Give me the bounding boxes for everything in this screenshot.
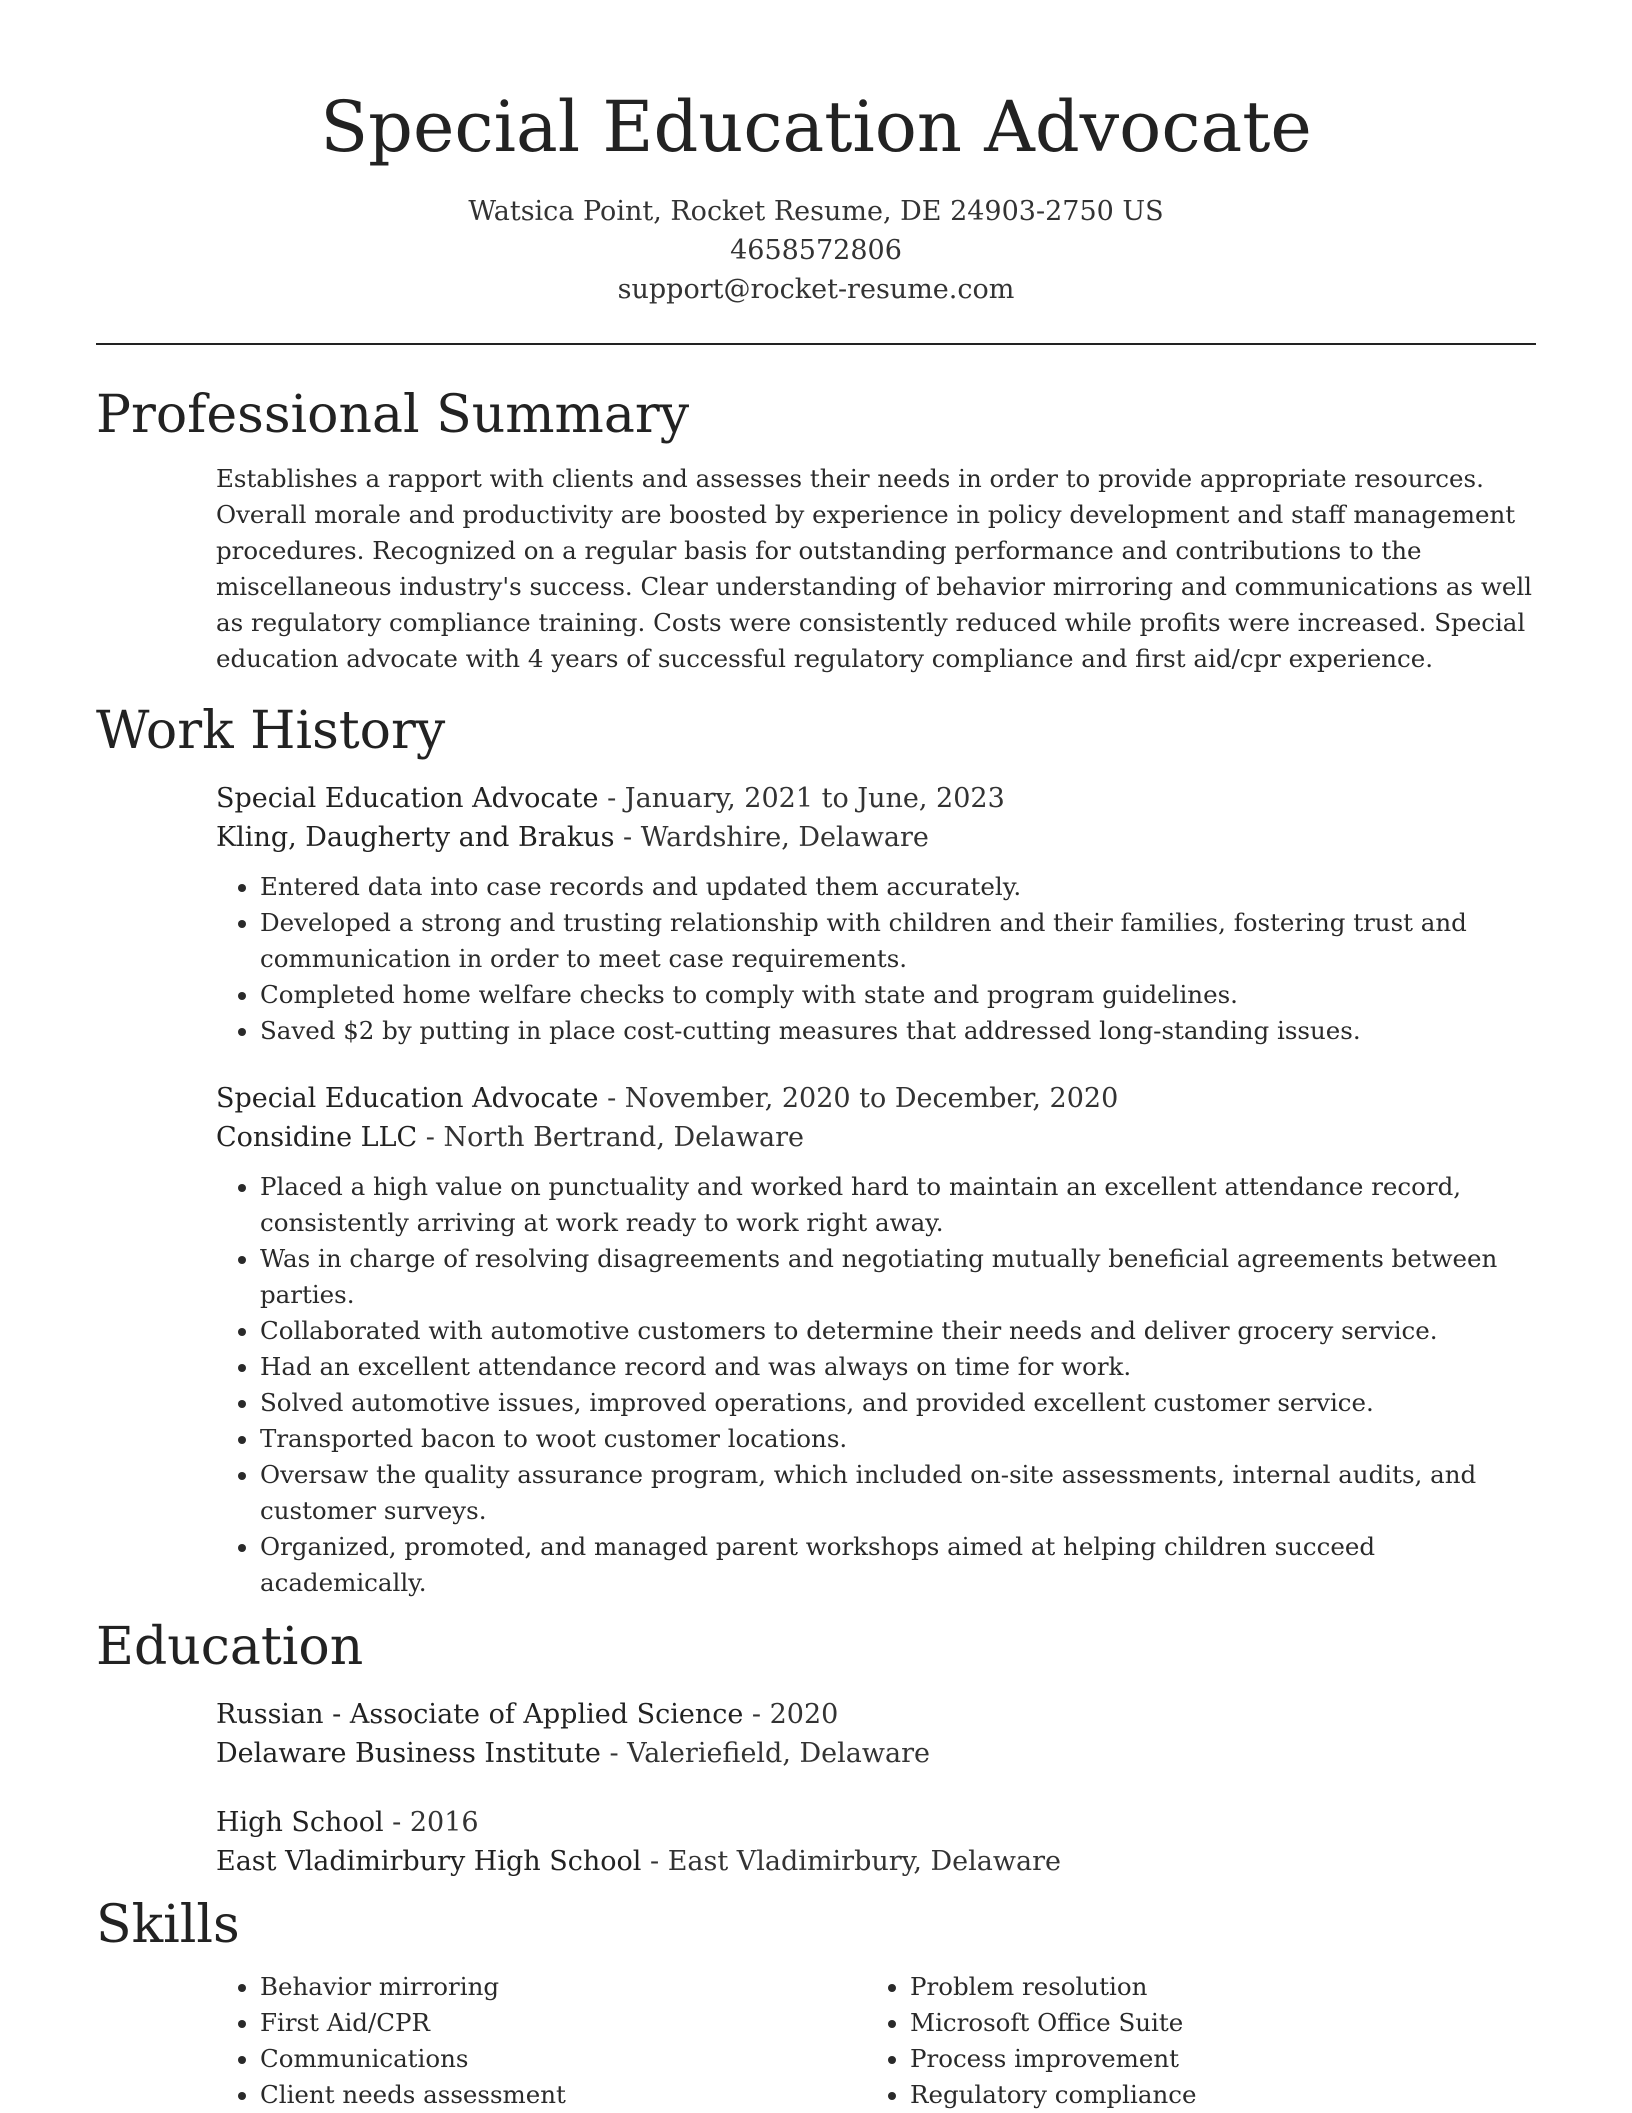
education-school: Delaware Business Institute [216, 1738, 601, 1769]
job-company: Considine LLC [216, 1122, 418, 1153]
job-location: - North Bertrand, Delaware [417, 1122, 804, 1153]
list-item: • Developed a strong and trusting relationship with children and their families, fostering trust and communication in order to meet case requirements. [260, 905, 1536, 977]
summary-text: Establishes a rapport with clients and assesses their needs in order to provide appropriate resources. Overall morale and productivity are boosted by experience in policy development and staff management procedures. Recognized on a regular basis for outstanding performance and contributions to the miscellaneous industry's success. Clear understanding of behavior mirroring and communications as well as regulatory compliance training. Costs were consistently reduced while profits were increased. Special education advocate with 4 years of successful regulatory compliance and first aid/cpr experience. [216, 464, 1533, 673]
job-dates: - November, 2020 to December, 2020 [598, 1083, 1119, 1114]
job-bullets [216, 869, 1536, 1049]
list-item: • Microsoft Office Suite [910, 2005, 1516, 2041]
list-item: • Placed a high value on punctuality and worked hard to maintain an excellent attendance record, consistently arriving at work ready to work right away. [260, 1169, 1536, 1241]
job-dates: - January, 2021 to June, 2023 [598, 783, 1005, 814]
section-title-work-history: Work History [96, 701, 446, 761]
contact-email: support@rocket-resume.com [617, 274, 1015, 305]
list-item: • Behavior mirroring [260, 1969, 866, 2005]
list-item: • Had an excellent attendance record and was always on time for work. [260, 1349, 1536, 1385]
header-divider [96, 343, 1536, 345]
job-entry [216, 1079, 1536, 1601]
list-item: • Was in charge of resolving disagreements and negotiating mutually beneficial agreements between parties. [260, 1241, 1536, 1313]
education-entry [216, 1803, 1536, 1881]
education-body [216, 1695, 1536, 1881]
work-history-body [216, 779, 1536, 1601]
education-school-line [216, 1734, 1536, 1773]
job-company-line [216, 1118, 1536, 1157]
skills-column-right [866, 1969, 1516, 2113]
job-bullets [216, 1169, 1536, 1601]
education-degree: High School [216, 1807, 384, 1838]
list-item: • Client needs assessment [260, 2077, 866, 2113]
list-item: • Communications [260, 2041, 866, 2077]
contact-phone: 4658572806 [730, 235, 902, 266]
education-location: - Valeriefield, Delaware [600, 1738, 930, 1769]
job-role: Special Education Advocate [216, 783, 599, 814]
list-item: • Organized, promoted, and managed parent workshops aimed at helping children succeed academically. [260, 1529, 1536, 1601]
list-item: • Solved automotive issues, improved operations, and provided excellent customer service. [260, 1385, 1536, 1421]
list-item: • Saved $2 by putting in place cost-cutting measures that addressed long-standing issues. [260, 1013, 1536, 1049]
education-section [96, 1615, 1536, 1881]
section-title-skills: Skills [96, 1895, 240, 1955]
education-year: - 2016 [383, 1807, 479, 1838]
list-item: • Process improvement [910, 2041, 1516, 2077]
job-title-line [216, 1079, 1536, 1118]
job-company: Kling, Daugherty and Brakus [216, 822, 615, 853]
job-company-line [216, 818, 1536, 857]
education-degree: Russian - Associate of Applied Science [216, 1699, 744, 1730]
skills-column-left [216, 1969, 866, 2113]
list-item: • Regulatory compliance [910, 2077, 1516, 2113]
page-title: Special Education Advocate [320, 86, 1312, 168]
section-title-summary: Professional Summary [96, 385, 690, 445]
summary-section [96, 383, 1536, 677]
skills-list-right [866, 1969, 1516, 2113]
job-title-line [216, 779, 1536, 818]
list-item: • Transported bacon to woot customer locations. [260, 1421, 1536, 1457]
education-degree-line [216, 1803, 1536, 1842]
education-degree-line [216, 1695, 1536, 1734]
job-entry [216, 779, 1536, 1049]
section-title-education: Education [96, 1617, 364, 1677]
list-item: • Entered data into case records and updated them accurately. [260, 869, 1536, 905]
skills-list-left [216, 1969, 866, 2113]
contact-info [0, 192, 1632, 309]
work-history-section [96, 699, 1536, 1601]
education-year: - 2020 [743, 1699, 839, 1730]
list-item: • Collaborated with automotive customers to determine their needs and deliver grocery service. [260, 1313, 1536, 1349]
education-entry [216, 1695, 1536, 1773]
list-item: • First Aid/CPR [260, 2005, 866, 2041]
list-item: • Problem resolution [910, 1969, 1516, 2005]
resume-header [0, 0, 1632, 309]
job-location: - Wardshire, Delaware [614, 822, 929, 853]
contact-address: Watsica Point, Rocket Resume, DE 24903-2750 US [468, 196, 1164, 227]
list-item: • Completed home welfare checks to comply with state and program guidelines. [260, 977, 1536, 1013]
education-location: - East Vladimirbury, Delaware [641, 1846, 1061, 1877]
list-item: • Oversaw the quality assurance program, which included on-site assessments, internal audits, and customer surveys. [260, 1457, 1536, 1529]
education-school-line [216, 1842, 1536, 1881]
job-role: Special Education Advocate [216, 1083, 599, 1114]
summary-body [216, 461, 1536, 677]
education-school: East Vladimirbury High School [216, 1846, 642, 1877]
skills-section [96, 1893, 1536, 2113]
skills-grid [216, 1969, 1536, 2113]
